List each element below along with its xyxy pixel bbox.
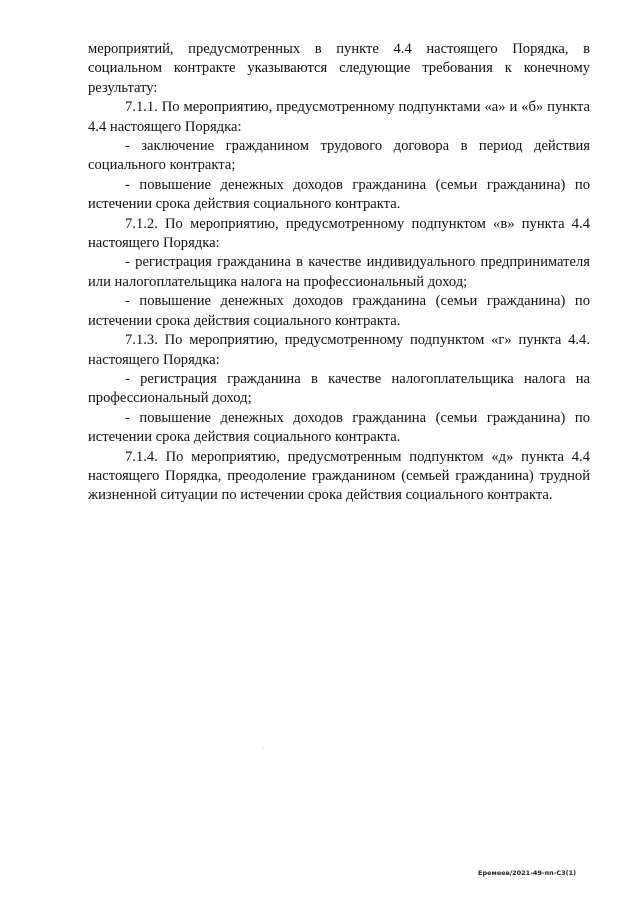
paragraph-7-1-2: 7.1.2. По мероприятию, предусмотренному подпунктом «в» пункта 4.4 настоящего Порядка: bbox=[88, 215, 590, 252]
list-item-taxpayer-registration: - регистрация гражданина в качестве налогоплательщика налога на профессиональный доход; bbox=[88, 370, 590, 407]
list-item-income-increase-2: - повышение денежных доходов гражданина (семьи гражданина) по истечении срока действия социального контракта. bbox=[88, 293, 590, 329]
list-item-income-increase-1: - повышение денежных доходов гражданина (семьи гражданина) по истечении срока действия социального контракта. bbox=[88, 176, 590, 213]
paragraph-7-1-1: 7.1.1. По мероприятию, предусмотренному подпунктами «а» и «б» пункта 4.4 настоящего Порядка: bbox=[88, 99, 590, 135]
list-item-entrepreneur-registration: - регистрация гражданина в качестве индивидуального предпринимателя или налогоплательщика налога на профессиональный доход; bbox=[88, 254, 590, 290]
scan-speck bbox=[263, 748, 264, 749]
list-item-employment-contract: - заключение гражданином трудового договора в период действия социального контракта; bbox=[88, 138, 590, 174]
paragraph-7-1-3: 7.1.3. По мероприятию, предусмотренному подпунктом «г» пункта 4.4. настоящего Порядка: bbox=[88, 332, 590, 368]
document-body bbox=[88, 40, 590, 506]
list-item-income-increase-3: - повышение денежных доходов гражданина (семьи гражданина) по истечении срока действия социального контракта. bbox=[88, 409, 590, 446]
document-code-footer: Еремеев/2021-49-пп-С3(1) bbox=[478, 869, 577, 877]
paragraph-7-1-4: 7.1.4. По мероприятию, предусмотренным подпунктом «д» пункта 4.4 настоящего Порядка, преодоление гражданином (семьей гражданина) трудной жизненной ситуации по истечении срока действия социального контракта. bbox=[88, 448, 590, 504]
paragraph-intro-continuation: мероприятий, предусмотренных в пункте 4.4 настоящего Порядка, в социальном контракте указываются следующие требования к конечному результату: bbox=[88, 41, 590, 96]
